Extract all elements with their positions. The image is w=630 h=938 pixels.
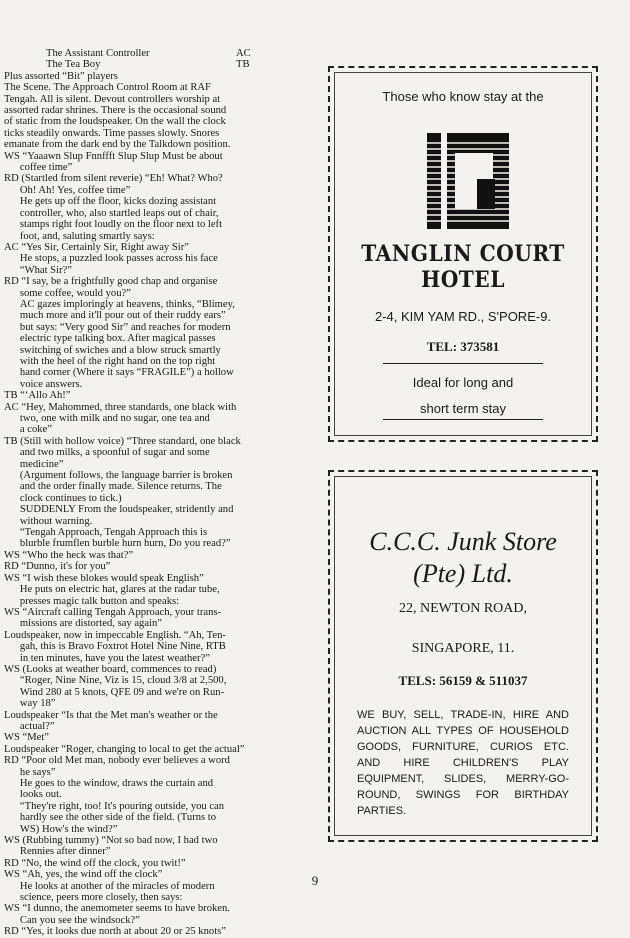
junk-tel: TELS: 56159 & 511037 — [398, 673, 528, 688]
script-line: much more and it'll pour out of their ruddy ears” — [4, 310, 226, 322]
hotel-line-2: short term stay — [420, 401, 506, 416]
script-line: He stops, a puzzled look passes across his face — [4, 253, 218, 265]
script-line: “What Sir?” — [4, 264, 72, 276]
script-line: and two milks, a spoonful of sugar and some — [4, 447, 210, 459]
script-line: “They're right, too! It's pouring outside, you can — [4, 800, 225, 812]
script-line: Plus assorted “Bit” players — [4, 70, 118, 82]
page-number: 9 — [311, 873, 319, 888]
script-line: He gets up off the floor, kicks dozing assistant — [4, 196, 217, 208]
junk-store-advert — [328, 470, 598, 842]
script-line: some coffee, would you?” — [4, 287, 131, 299]
script-line: Rennies after dinner” — [4, 846, 111, 858]
advert-frame — [334, 476, 592, 836]
script-line: RD “Poor old Met man, nobody ever believes a word — [4, 755, 230, 767]
script-line: and the order finally made. Silence returns. The — [4, 481, 222, 493]
hotel-line-1: Ideal for long and — [412, 375, 514, 390]
script-line: looks out. — [4, 789, 62, 801]
script-line: assorted radar shrines. There is the occasional sound — [4, 105, 227, 117]
hotel-tel: TEL: 373581 — [426, 339, 500, 354]
script-line: SUDDENLY From the loudspeaker, stridently and — [4, 504, 234, 516]
script-line: emanate from the dark end by the Talkdown position. — [4, 139, 231, 151]
script-line: science, peers more closely, then says: — [4, 892, 183, 904]
script-line: WS “Ah, yes, the wind off the clock” — [4, 869, 163, 881]
script-line: in ten minutes, have you the latest weather?” — [4, 652, 210, 664]
script-line: RD “Yes, it looks due north at about 20 or 25 knots” — [4, 926, 226, 938]
divider — [383, 419, 543, 420]
script-line: presses magic talk button and speaks: — [4, 595, 180, 607]
script-line: medicine” — [4, 458, 64, 470]
script-line: Loudspeaker, now in impeccable English. “Ah, Ten- — [4, 629, 226, 641]
script-line: (Argument follows, the language barrier is broken — [4, 470, 233, 482]
script-line: hand corner (Where it says “FRAGILE”) a hollow — [4, 367, 234, 379]
script-line: AC “Yes Sir, Certainly Sir, Right away Sir” — [4, 241, 189, 253]
script-line: WS “Aircraft calling Tengah Approach, your trans- — [4, 606, 222, 618]
hotel-name: TANGLIN COURT HOTEL — [361, 241, 565, 293]
script-line: clock continues to tick.) — [4, 492, 122, 504]
script-line: voice answers. — [4, 378, 83, 390]
script-line: AC gazes imploringly at heavens, thinks, “Blimey, — [4, 298, 235, 310]
advert-frame — [334, 72, 592, 436]
script-line: WS) How's the wind?” — [4, 823, 118, 835]
script-line: WS “Yaaawn Slup Fnnffft Slup Slup Must be about — [4, 150, 223, 162]
script-line: TB “‘Allo Ah!” — [4, 390, 71, 402]
script-line: a coke” — [4, 424, 52, 436]
script-line: of static from the loudspeaker. On the wall the clock — [4, 116, 226, 128]
script-line: RD “No, the wind off the clock, you twit!” — [4, 857, 186, 869]
hotel-tagline: Those who know stay at the — [382, 89, 544, 104]
junk-store-name-suffix: (Pte) Ltd. — [413, 559, 513, 588]
script-line: switching of swiches and a blow struck smartly — [4, 344, 221, 356]
script-line: hardly see the other side of the field. (Turns to — [4, 812, 217, 824]
script-line: blurble frumflen burble hurn hurn, Do you read?” — [4, 538, 231, 550]
script-line: WS (Rubbing tummy) “Not so bad now, I had two — [4, 835, 218, 847]
script-line: Tengah. All is silent. Devout controllers worship at — [4, 93, 221, 105]
script-line: foot, and, saluting smartly says: — [4, 230, 155, 242]
script-line: Oh! Ah! Yes, coffee time” — [4, 184, 131, 196]
script-column — [4, 48, 302, 938]
script-line: coffee time” — [4, 162, 73, 174]
script-line: with the heel of the right hand on the top right — [4, 355, 216, 367]
script-line: WS “Who the heck was that?” — [4, 549, 134, 561]
script-line: Can you see the windsock?” — [4, 914, 140, 926]
junk-description: WE BUY, SELL, TRADE-IN, HIRE AND AUCTION ALL TYPES OF HOUSEHOLD GOODS, FURNITURE, CURIOS ETC. AND HIRE CHILDREN'S PLAY EQUIPMENT, SLIDES, MERRY-GO-ROUND, SWINGS FOR BIRTHDAY PARTIES. — [357, 709, 569, 817]
script-line: RD “Dunno, it's for you” — [4, 561, 111, 573]
script-line: RD (Startled from silent reverie) “Eh! What? Who? — [4, 173, 223, 185]
script-line: Loudspeaker “Is that the Met man's weather or the — [4, 709, 218, 721]
cast-actor: TB — [236, 59, 250, 71]
junk-address-1: 22, NEWTON ROAD, — [398, 601, 528, 616]
script-line: ticks steadily onwards. Time passes slowly. Snores — [4, 127, 220, 139]
script-line: WS “I dunno, the anemometer seems to have broken. — [4, 903, 230, 915]
script-line: actual?” — [4, 720, 55, 732]
junk-store-name: C.C.C. Junk Store — [369, 527, 557, 556]
script-line: “Tengah Approach, Tengah Approach this is — [4, 527, 208, 539]
script-line: WS (Looks at weather board, commences to read) — [4, 663, 217, 675]
script-line: He looks at another of the miracles of modern — [4, 880, 215, 892]
script-line: Wind 280 at 5 knots, QFE 09 and we're on Run- — [4, 686, 225, 698]
script-line: way 18” — [4, 698, 56, 710]
script-line: RD “I say, be a frightfully good chap and organise — [4, 276, 218, 288]
cast-role: The Tea Boy — [46, 59, 101, 71]
script-line: electric type talking box. After magical passes — [4, 333, 216, 345]
divider — [383, 363, 543, 364]
script-line: but says: “Very good Sir” and reaches for modern — [4, 321, 231, 333]
script-line: gah, this is Bravo Foxtrot Hotel Nine Nine, RTB — [4, 641, 226, 653]
script-line: missions are distorted, say again” — [4, 618, 162, 630]
script-line: stamps right foot loudly on the floor next to left — [4, 219, 223, 231]
script-lines — [4, 71, 302, 938]
script-line: two, one with milk and no sugar, one tea and — [4, 413, 210, 424]
script-line: he says” — [4, 766, 56, 778]
cast-row — [4, 59, 302, 70]
script-line: without warning. — [4, 515, 93, 527]
cast-actor: AC — [236, 48, 251, 59]
hotel-advert — [328, 66, 598, 442]
cast-role: The Assistant Controller — [46, 48, 150, 59]
script-line: “Roger, Nine Nine, Viz is 15, cloud 3/8 at 2,500, — [4, 675, 227, 687]
script-line: TB (Still with hollow voice) “Three standard, one black — [4, 435, 241, 447]
script-line: He puts on electric hat, glares at the radar tube, — [4, 584, 220, 596]
script-line: controller, who, also startled leaps out of chair, — [4, 207, 219, 219]
script-line: The Scene. The Approach Control Room at RAF — [4, 82, 211, 94]
script-line: Loudspeaker “Roger, changing to local to get the actual” — [4, 743, 245, 755]
script-line: AC “Hey, Mahommed, three standards, one black with — [4, 401, 237, 413]
cast-row — [4, 48, 302, 59]
script-line: WS “I wish these blokes would speak English” — [4, 572, 204, 584]
script-line: He goes to the window, draws the curtain and — [4, 778, 214, 789]
hotel-address: 2-4, KIM YAM RD., S'PORE-9. — [374, 309, 552, 324]
junk-address-2: SINGAPORE, 11. — [411, 641, 515, 656]
script-line: WS “Met” — [4, 732, 50, 744]
tanglin-court-logo-icon — [427, 129, 511, 233]
